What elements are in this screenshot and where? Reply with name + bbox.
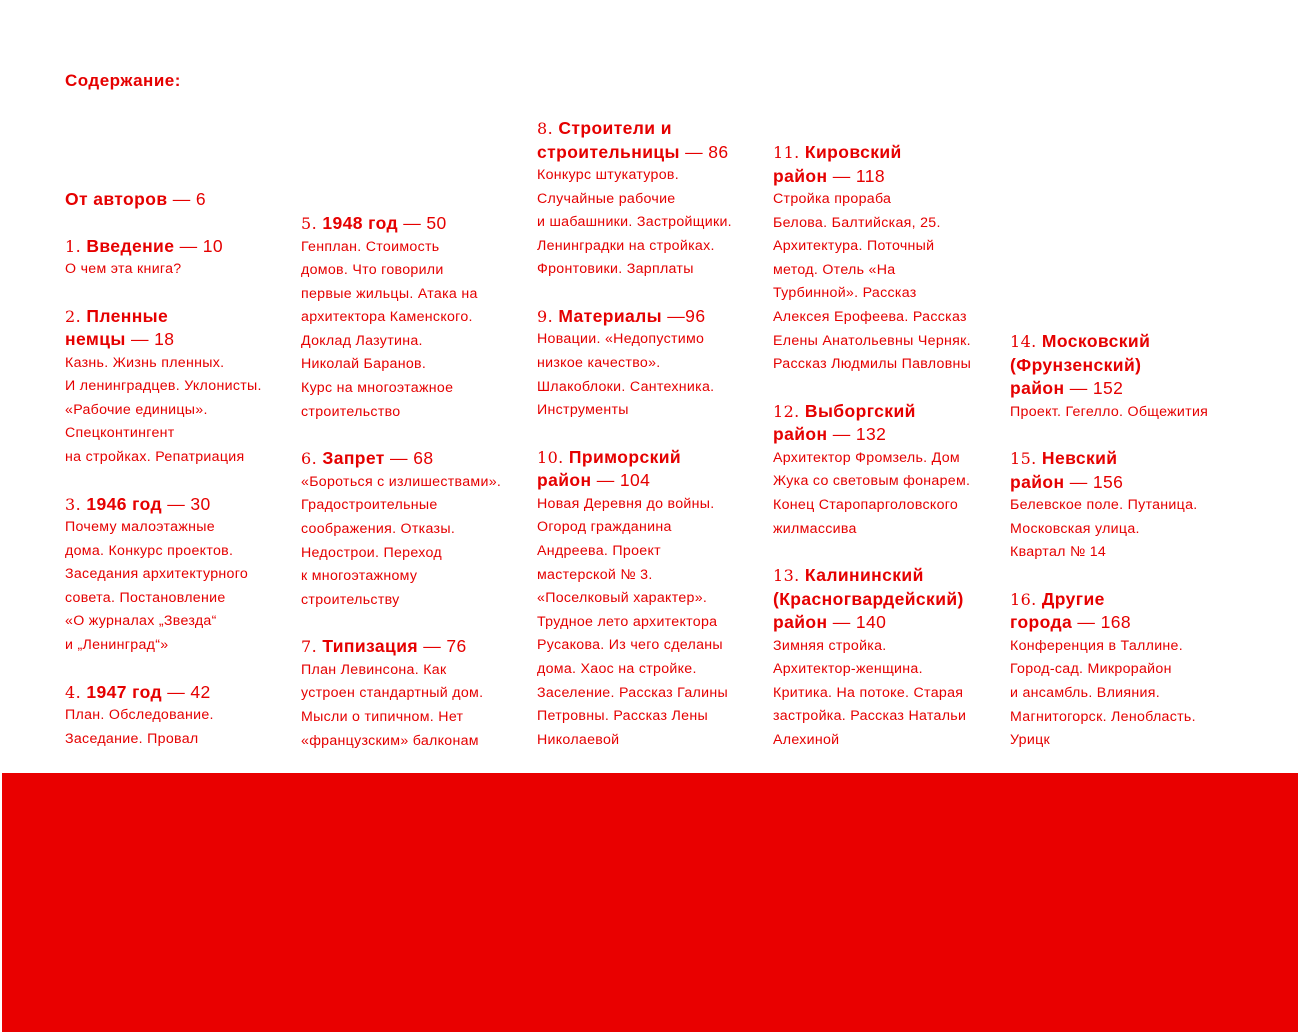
toc-entry <box>65 188 290 212</box>
chapter-title: Выборгский <box>804 400 916 421</box>
chapter-summary-line: Рассказ Людмилы Павловны <box>773 356 972 373</box>
toc-entry <box>537 305 762 423</box>
chapter-summary-line: Шлакоблоки. Сантехника. <box>537 378 715 395</box>
chapter-number: 2. <box>65 306 82 326</box>
chapter-title: Калининский <box>804 565 924 586</box>
page-number: — 68 <box>390 448 434 469</box>
chapter-title: район <box>1010 471 1065 492</box>
page-number: — 152 <box>1069 378 1124 398</box>
toc-entry <box>1010 447 1235 565</box>
toc-entry-title <box>65 188 290 212</box>
toc-column-1 <box>65 188 290 774</box>
page-number: — 6 <box>172 189 207 209</box>
page-number: — 140 <box>832 612 887 633</box>
chapter-summary-line: совета. Постановление <box>65 589 226 606</box>
toc-entry-title <box>773 564 998 635</box>
chapter-summary-line: и шабашники. Застройщики. <box>537 214 732 231</box>
chapter-summary-line: Курс на многоэтажное <box>301 380 454 397</box>
chapter-summary-line: Город-сад. Микрорайон <box>1010 661 1172 678</box>
chapter-summary-line: Белова. Балтийская, 25. <box>773 214 941 231</box>
chapter-summary-line: устроен стандартный дом. <box>301 685 484 702</box>
page-number: —96 <box>667 305 706 326</box>
chapter-summary-line: Турбинной». Рассказ <box>773 285 917 302</box>
chapter-summary-line: Критика. На потоке. Старая <box>773 684 964 701</box>
chapter-summary-line: Инструменты <box>537 402 629 419</box>
toc-entry <box>773 141 998 377</box>
red-color-band <box>2 773 1298 1032</box>
chapter-summary-line: Алексея Ерофеева. Рассказ <box>773 308 967 325</box>
toc-entry-title <box>537 446 762 493</box>
chapter-summary-line: «О журналах „Звезда“ <box>65 613 217 630</box>
chapter-summary-line: Николай Баранов. <box>301 356 427 373</box>
chapter-title: города <box>1010 612 1073 633</box>
toc-entry <box>65 681 290 752</box>
toc-entry-title <box>1010 330 1235 401</box>
chapter-summary-line: Архитектор-женщина. <box>773 661 923 678</box>
chapter-title: район <box>773 165 828 186</box>
chapter-summary-line: «Рабочие единицы». <box>65 401 208 418</box>
chapter-number: 3. <box>65 494 82 514</box>
chapter-summary-line: Елены Анатольевны Черняк. <box>773 332 971 349</box>
chapter-summary-line: Заседания архитектурного <box>65 566 249 583</box>
chapter-summary-line: застройка. Рассказ Натальи <box>773 708 967 725</box>
chapter-summary-line: Мысли о типичном. Нет <box>301 709 464 725</box>
chapter-summary-line: мастерской № 3. <box>537 566 653 583</box>
page-number: — 118 <box>832 165 885 186</box>
chapter-summary-line: Заседание. Провал <box>65 730 199 747</box>
chapter-summary-line: Фронтовики. Зарплаты <box>537 261 694 278</box>
chapter-summary-line: к многоэтажному <box>301 568 418 585</box>
toc-entry <box>537 446 762 753</box>
chapter-summary-line: домов. Что говорили <box>301 262 444 279</box>
page-number: — 86 <box>685 141 729 162</box>
toc-entry <box>65 493 290 658</box>
page-number: — 50 <box>403 213 447 233</box>
chapter-summary-line: Белевское поле. Путаница. <box>1010 497 1198 514</box>
chapter-title: Типизация <box>322 636 418 657</box>
chapter-number: 1. <box>65 236 82 256</box>
toc-entry-title <box>1010 447 1235 494</box>
chapter-number: 14. <box>1010 332 1037 351</box>
chapter-title: строительницы <box>537 141 680 162</box>
chapter-summary-line: дома. Хаос на стройке. <box>537 661 697 677</box>
page-number: — 104 <box>596 470 651 491</box>
chapter-number: 6. <box>301 449 318 469</box>
page-number: — 76 <box>423 636 467 657</box>
toc-entry <box>1010 330 1235 424</box>
toc-entry-title <box>537 305 762 329</box>
toc-entry-title <box>65 235 290 259</box>
chapter-summary-line: и „Ленинград“» <box>65 637 169 654</box>
chapter-summary-line: Случайные рабочие <box>537 190 676 207</box>
chapter-title: район <box>773 424 828 445</box>
chapter-title: район <box>537 470 592 491</box>
toc-entry-title <box>301 447 526 471</box>
chapter-summary-line: Архитектура. Поточный <box>773 238 935 255</box>
chapter-summary-line: Алехиной <box>773 732 840 748</box>
chapter-summary-line: Ленинградки на стройках. <box>537 237 715 254</box>
page-number: — 156 <box>1069 471 1124 492</box>
chapter-summary-line: Новации. «Недопустимо <box>537 331 705 348</box>
chapter-summary-line: Проект. Гегелло. Общежития <box>1010 403 1209 420</box>
chapter-summary-line: «Бороться с излишествами». <box>301 473 502 490</box>
chapter-summary-line: Трудное лето архитектора <box>537 613 718 630</box>
page-number: — 10 <box>179 235 224 256</box>
chapter-summary-line: Петровны. Рассказ Лены <box>537 708 708 725</box>
chapter-number: 7. <box>301 637 318 657</box>
chapter-summary-line: Урицк <box>1010 732 1051 749</box>
contents-heading: Содержание: <box>65 71 181 90</box>
chapter-summary-line: и ансамбль. Влияния. <box>1010 685 1160 702</box>
chapter-summary-line: Зимняя стройка. <box>773 637 887 654</box>
chapter-summary-line: Новая Деревня до войны. <box>537 495 715 512</box>
toc-entry <box>1010 588 1235 753</box>
toc-entry-title <box>65 493 290 517</box>
toc-entry-title <box>65 681 290 705</box>
chapter-title: 1948 год <box>322 213 398 233</box>
chapter-summary-line: Конец Старопарголовского <box>773 496 959 513</box>
chapter-title: Пленные <box>86 305 169 326</box>
toc-column-3 <box>537 117 762 775</box>
chapter-summary-line: строительство <box>301 403 401 420</box>
toc-entry-title <box>1010 588 1235 635</box>
toc-entry-title <box>537 117 762 164</box>
chapter-summary-line: План. Обследование. <box>65 707 214 724</box>
chapter-summary-line: «французским» балконам <box>301 732 479 749</box>
toc-column-2 <box>301 212 526 776</box>
chapter-summary-line: низкое качество». <box>537 355 661 372</box>
chapter-summary-line: Стройка прораба <box>773 191 892 207</box>
chapter-summary-line: метод. Отель «На <box>773 261 896 278</box>
chapter-summary-line: «Поселковый характер». <box>537 590 708 607</box>
chapter-title: Введение <box>86 235 175 256</box>
chapter-title: Строители и <box>558 118 672 138</box>
page-number: — 132 <box>832 424 887 445</box>
chapter-title: Другие <box>1041 588 1105 609</box>
toc-entry-title <box>773 400 998 447</box>
chapter-summary-line: соображения. Отказы. <box>301 520 456 537</box>
chapter-number: 13. <box>773 566 800 586</box>
toc-column-5 <box>1010 330 1235 776</box>
chapter-summary-line: Николаевой <box>537 731 620 748</box>
chapter-summary-line: Андреева. Проект <box>537 543 661 560</box>
chapter-title: Невский <box>1041 448 1118 469</box>
chapter-title: Приморский <box>568 446 682 467</box>
page-number: — 168 <box>1077 612 1131 633</box>
toc-entry <box>301 447 526 612</box>
chapter-summary-line: Казнь. Жизнь пленных. <box>65 354 225 371</box>
chapter-summary-line: Русакова. Из чего сделаны <box>537 637 723 654</box>
chapter-summary-line: Недострои. Переход <box>301 544 442 561</box>
toc-column-4 <box>773 141 998 776</box>
chapter-summary-line: строительству <box>301 591 400 608</box>
toc-entry <box>537 117 762 282</box>
chapter-title: район <box>1010 378 1065 398</box>
page-number: — 18 <box>131 329 175 350</box>
chapter-summary-line: Почему малоэтажные <box>65 519 215 536</box>
chapter-summary-line: Жука со световым фонарем. <box>773 473 971 490</box>
chapter-summary-line: архитектора Каменского. <box>301 309 473 326</box>
chapter-summary-line: Конференция в Таллине. <box>1010 637 1183 654</box>
toc-entry <box>65 305 290 470</box>
chapter-title: Запрет <box>322 448 385 469</box>
chapter-number: 5. <box>301 214 318 233</box>
chapter-summary-line: План Левинсона. Как <box>301 661 447 678</box>
chapter-number: 4. <box>65 682 82 702</box>
toc-entry <box>773 400 998 541</box>
chapter-number: 15. <box>1010 449 1037 469</box>
chapter-title: Московский <box>1041 331 1151 351</box>
toc-entry <box>65 235 290 282</box>
chapter-title: Материалы <box>558 305 663 326</box>
chapter-summary-line: Конкурс штукатуров. <box>537 167 679 183</box>
chapter-summary-line: И ленинградцев. Уклонисты. <box>65 378 262 395</box>
chapter-summary-line: Градостроительные <box>301 497 438 514</box>
chapter-number: 8. <box>537 119 554 138</box>
chapter-summary-line: Генплан. Стоимость <box>301 238 440 255</box>
chapter-summary-line: первые жильцы. Атака на <box>301 285 478 302</box>
chapter-summary-line: О чем эта книга? <box>65 261 182 277</box>
chapter-title: 1947 год <box>86 681 162 702</box>
chapter-summary-line: на стройках. Репатриация <box>65 448 245 465</box>
chapter-title: немцы <box>65 329 126 350</box>
chapter-number: 11. <box>773 143 800 162</box>
chapter-title: Кировский <box>804 142 902 162</box>
toc-entry-title <box>301 635 526 659</box>
chapter-title: район <box>773 612 828 633</box>
toc-entry-title <box>65 305 290 352</box>
toc-entry <box>301 635 526 753</box>
chapter-summary-line: Архитектор Фромзель. Дом <box>773 449 960 466</box>
toc-entry <box>301 212 526 424</box>
chapter-number: 10. <box>537 447 564 467</box>
toc-entry-title <box>773 141 998 188</box>
chapter-number: 9. <box>537 306 554 326</box>
chapter-summary-line: дома. Конкурс проектов. <box>65 542 234 559</box>
chapter-number: 16. <box>1010 589 1037 609</box>
toc-entry <box>773 564 998 752</box>
chapter-summary-line: Магнитогорск. Ленобласть. <box>1010 708 1196 725</box>
page-number: — 42 <box>167 681 211 702</box>
chapter-summary-line: Московская улица. <box>1010 520 1140 537</box>
chapter-summary-line: Квартал № 14 <box>1010 544 1107 561</box>
chapter-summary-line: Огород гражданина <box>537 519 672 536</box>
chapter-summary-line: Доклад Лазутина. <box>301 332 423 349</box>
chapter-summary-line: Спецконтингент <box>65 425 175 442</box>
chapter-summary-line: Заселение. Рассказ Галины <box>537 684 728 701</box>
page-number: — 30 <box>167 493 211 514</box>
chapter-title: От авторов <box>65 189 168 209</box>
toc-entry-title <box>301 212 526 236</box>
chapter-title: (Красногвардейский) <box>773 588 964 609</box>
chapter-title: (Фрунзенский) <box>1010 354 1142 375</box>
chapter-summary-line: жилмассива <box>773 520 857 537</box>
chapter-title: 1946 год <box>86 493 162 514</box>
chapter-number: 12. <box>773 401 800 421</box>
